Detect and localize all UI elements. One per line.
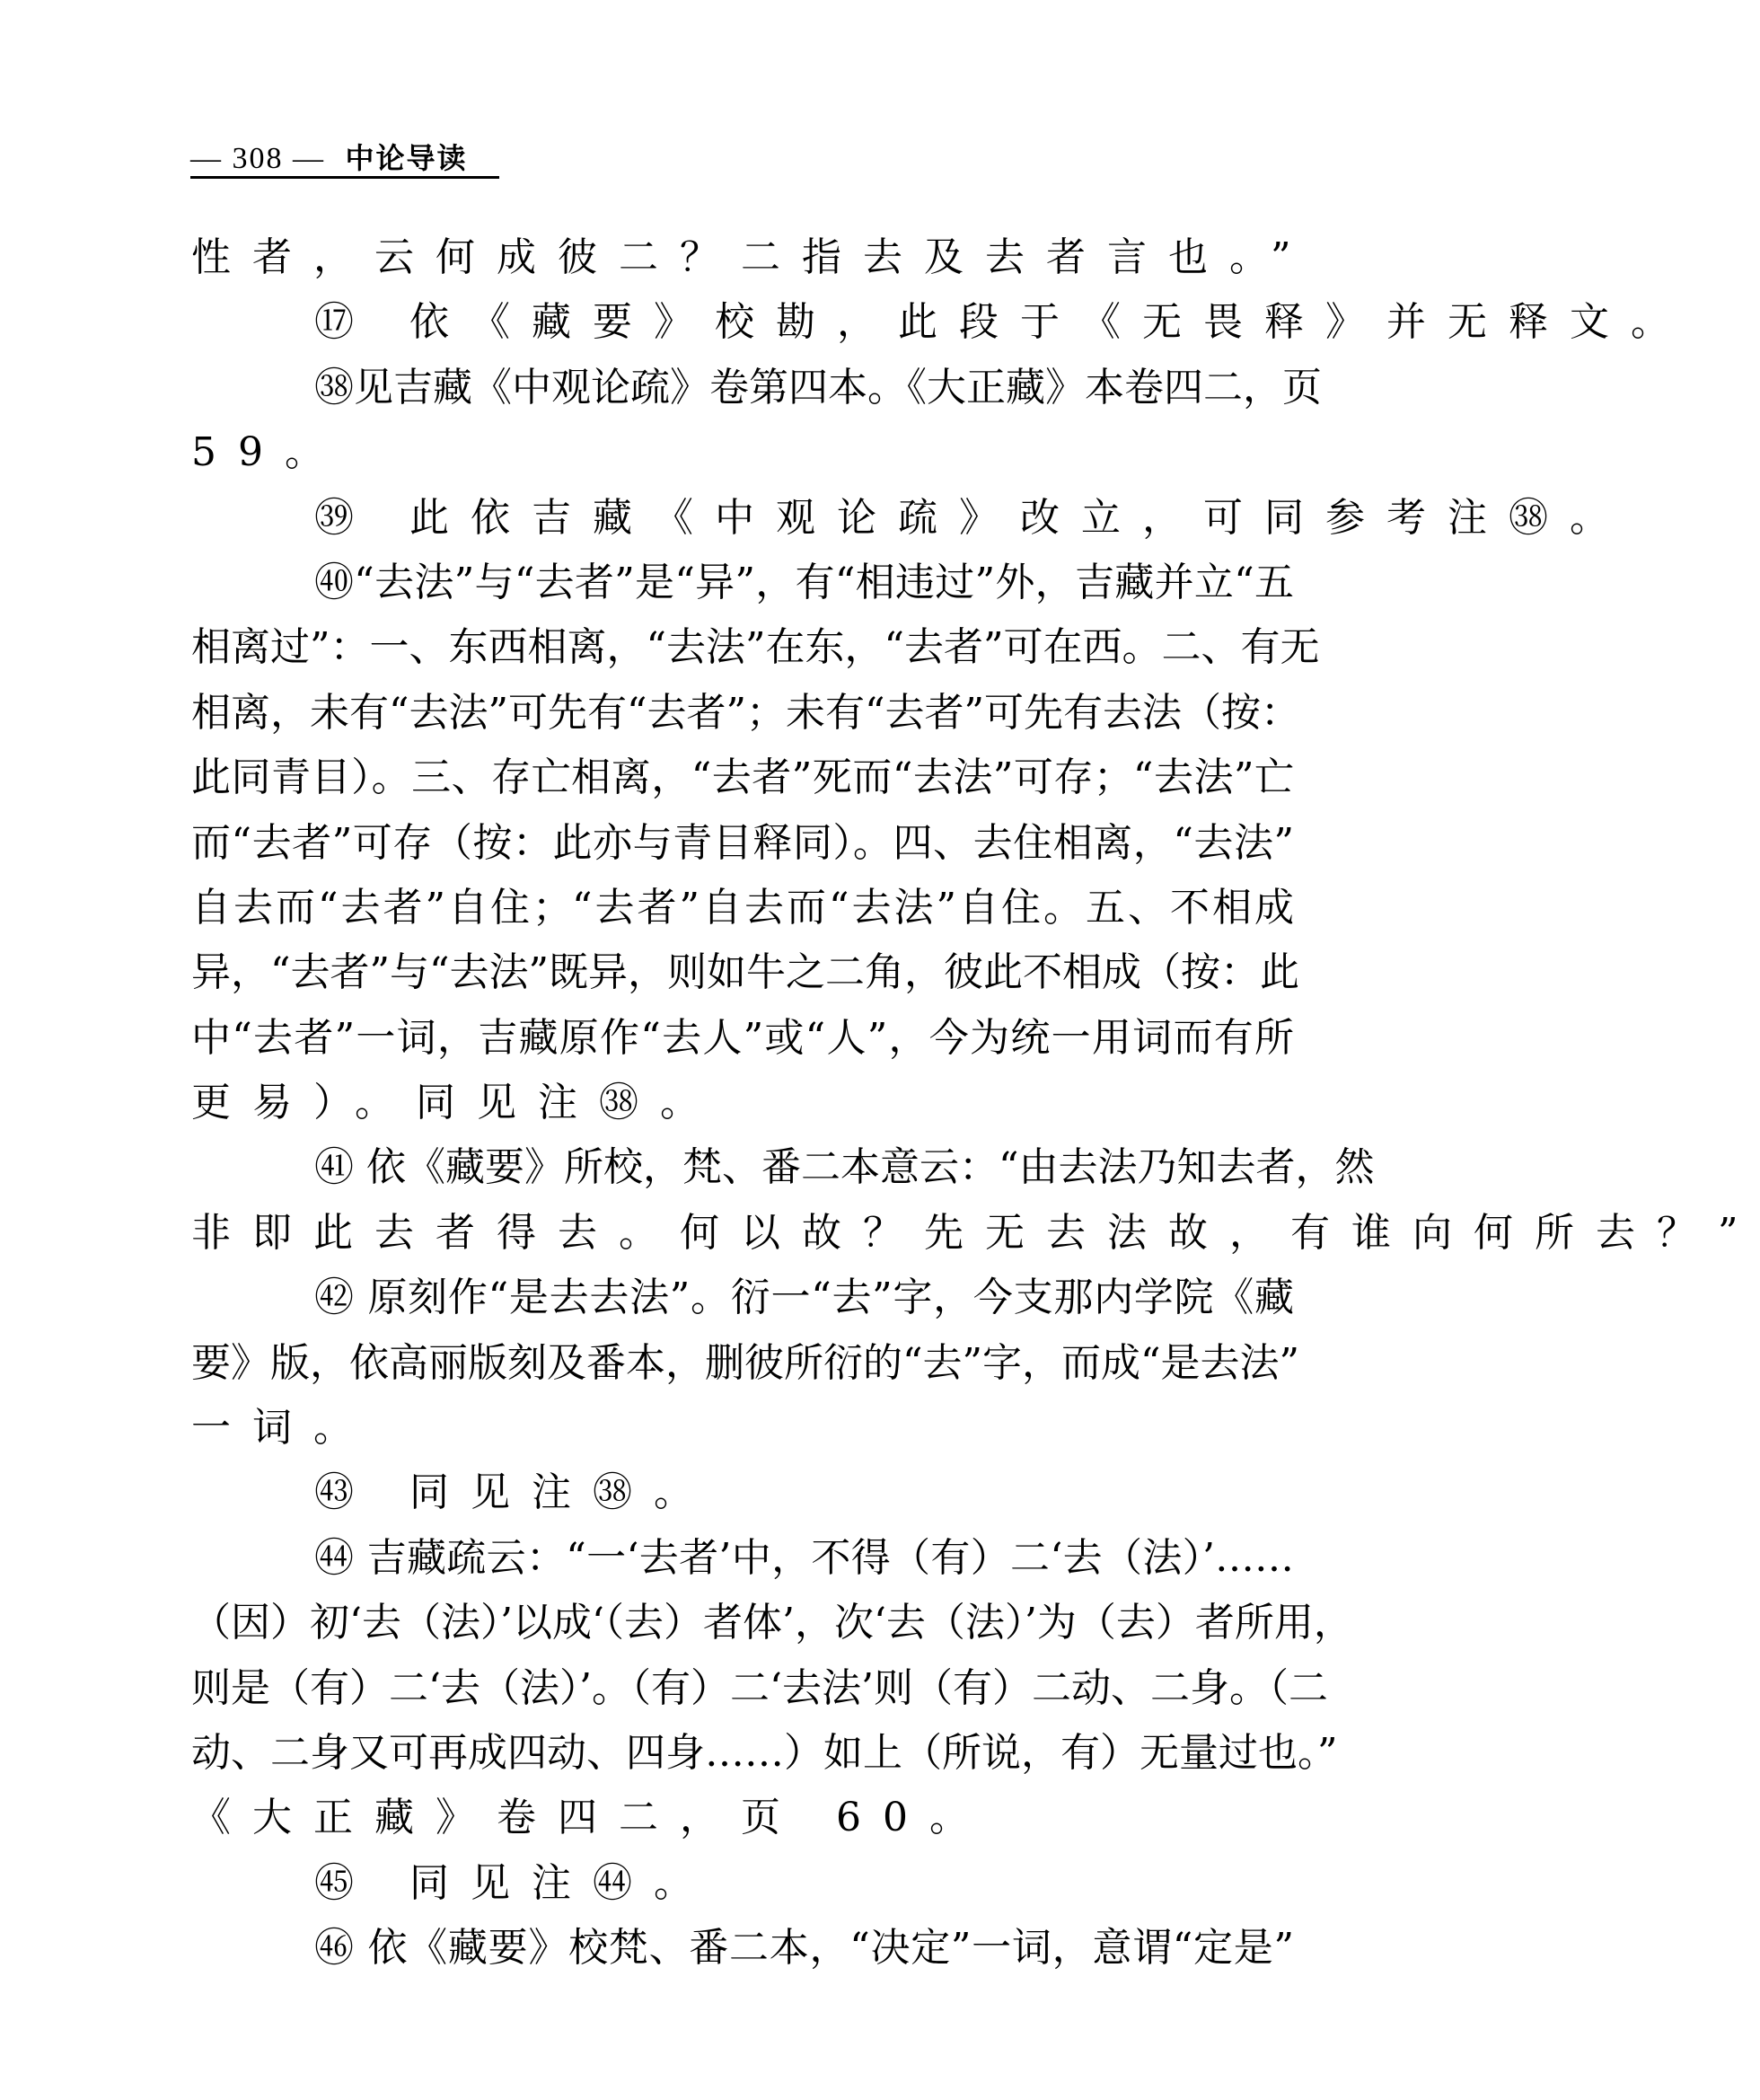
footnote-60: ㊵“去法”与“去者”是“异”，有“相违过”外，吉藏并立“五	[314, 559, 1294, 605]
book-title: 中论导读	[345, 141, 468, 175]
text-line: 则是（有）二‘去（法）’。（有）二‘去法’则（有）二动、二身。（二	[191, 1664, 1328, 1711]
text-line: 此同青目）。三、存亡相离，“去者”死而“去法”可存；“去法”亡	[191, 754, 1294, 801]
footnote-59: ㊴ 此依吉藏《中观论疏》改立，可同参考注㊳。	[314, 494, 1631, 541]
text-line: 中“去者”一词，吉藏原作“去人”或“人”，今为统一用词而有所	[191, 1014, 1294, 1061]
footnote-64: ㊹ 吉藏疏云：“一‘去者’中，不得（有）二‘去（法）’……	[314, 1534, 1294, 1581]
text-line: 而“去者”可存（按：此亦与青目释同）。四、去住相离，“去法”	[191, 819, 1294, 866]
text-line: 自去而“去者”自住；“去者”自去而“去法”自住。五、不相成	[191, 884, 1294, 931]
text-line: 59。	[191, 429, 346, 476]
text-line: 相离过”：一、东西相离，“去法”在东，“去者”可在西。二、有无	[191, 624, 1320, 671]
text-line: 动、二身又可再成四动、四身……）如上（所说，有）无量过也。”	[191, 1729, 1338, 1776]
text-line: 性者，云何成彼二？二指去及去者言也。”	[191, 234, 1313, 280]
footnote-63: ㊸ 同见注㊳。	[314, 1469, 715, 1516]
text-line: （因）初‘去（法）’以成‘（去）者体’，次‘去（法）’为（去）者所用，	[191, 1600, 1353, 1646]
footnote-62: ㊷ 原刻作“是去去法”。衍一“去”字，今支那内学院《藏	[314, 1275, 1294, 1321]
text-line: 非即此去者得去。何以故？先无去法故，有谁向何所去？”	[191, 1209, 1760, 1256]
page-number: — 308 —	[190, 142, 325, 175]
text-line: 异，“去者”与“去法”既异，则如牛之二角，彼此不相成（按：此	[191, 949, 1299, 996]
footnotes-body	[191, 225, 1760, 1981]
footnote-61: ㊶ 依《藏要》所校，梵、番二本意云：“由去法乃知去者，然	[314, 1144, 1375, 1191]
footnote-66: ㊻ 依《藏要》校梵、番二本，“决定”一词，意谓“定是”	[314, 1925, 1294, 1972]
text-line: 《大正藏》卷四二，页 60。	[191, 1795, 990, 1841]
text-line: 相离，未有“去法”可先有“去者”；未有“去者”可先有去法（按：	[191, 689, 1300, 736]
footnote-57: ⑰ 依《藏要》校勘，此段于《无畏释》并无释文。	[314, 299, 1692, 346]
text-line: 一词。	[191, 1405, 374, 1451]
footnote-58: ㊳见吉藏《中观论疏》卷第四本。《大正藏》本卷四二，页	[314, 364, 1322, 410]
text-line: 要》版，依高丽版刻及番本，删彼所衍的“去”字，而成“是去法”	[191, 1339, 1299, 1386]
running-head	[190, 140, 499, 179]
footnote-65: ㊺ 同见注㊹。	[314, 1859, 715, 1906]
text-line: 更易）。同见注㊳。	[191, 1080, 721, 1126]
